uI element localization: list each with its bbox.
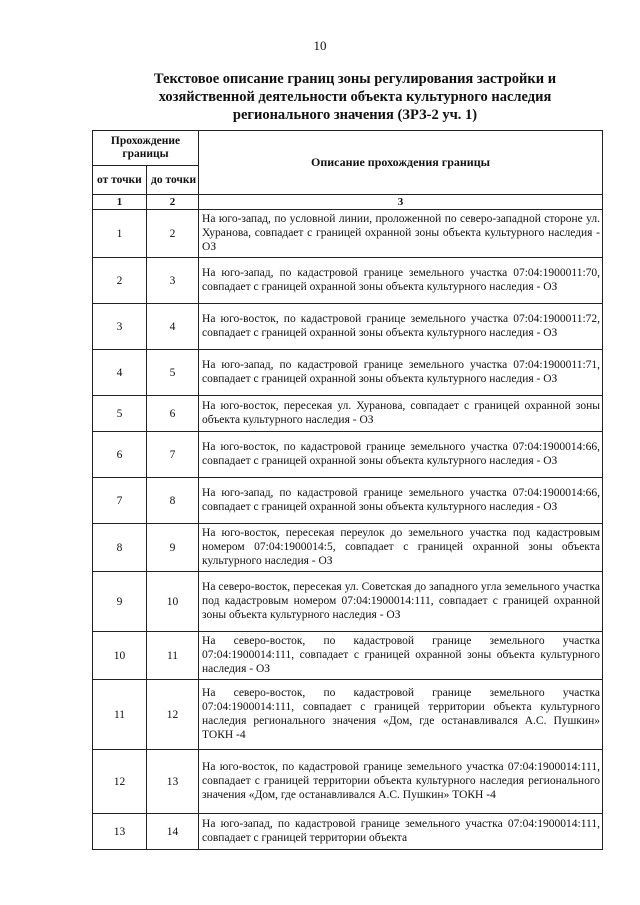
table-row bbox=[93, 396, 603, 432]
to-point-cell: 9 bbox=[147, 524, 199, 572]
table-row bbox=[93, 814, 603, 850]
column-number-2: 2 bbox=[147, 195, 199, 210]
from-point-cell: 3 bbox=[93, 304, 147, 350]
page-number: 10 bbox=[313, 38, 327, 53]
boundary-table bbox=[92, 130, 603, 850]
table-row bbox=[93, 572, 603, 632]
description-cell: На юго-восток, пересекая переулок до земельного участка под кадастровым номером 07:04:1900014:5, совпадает с границей охранной зоны объекта культурного наследия - ОЗ bbox=[199, 524, 603, 572]
description-cell: На юго-восток, по кадастровой границе земельного участка 07:04:1900014:111, совпадает с границей территории объекта культурного наследия регионального значения «Дом, где останавливался А.С. Пушкин» ТОКН -4 bbox=[199, 750, 603, 814]
description-cell: На юго-восток, по кадастровой границе земельного участка 07:04:1900014:66, совпадает с границей охранной зоны объекта культурного наследия - ОЗ bbox=[199, 432, 603, 478]
to-point-cell: 13 bbox=[147, 750, 199, 814]
description-cell: На северо-восток, пересекая ул. Советская до западного угла земельного участка под кадастровым номером 07:04:1900014:111, совпадает с границей охранной зоны объекта культурного наследия - ОЗ bbox=[199, 572, 603, 632]
to-point-cell: 11 bbox=[147, 632, 199, 680]
to-point-cell: 7 bbox=[147, 432, 199, 478]
from-point-cell: 10 bbox=[93, 632, 147, 680]
table-row bbox=[93, 478, 603, 524]
description-cell: На северо-восток, по кадастровой границе земельного участка 07:04:1900014:111, совпадает с границей охранной зоны объекта культурного наследия - ОЗ bbox=[199, 632, 603, 680]
header-to-point: до точки bbox=[147, 166, 199, 195]
from-point-cell: 8 bbox=[93, 524, 147, 572]
to-point-cell: 4 bbox=[147, 304, 199, 350]
description-cell: На северо-восток, по кадастровой границе земельного участка 07:04:1900014:111, совпадает с границей территории объекта культурного наследия регионального значения «Дом, где останавливался А.С. Пушкин» ТОКН -4 bbox=[199, 680, 603, 750]
from-point-cell: 6 bbox=[93, 432, 147, 478]
from-point-cell: 11 bbox=[93, 680, 147, 750]
column-number-3: 3 bbox=[199, 195, 603, 210]
from-point-cell: 7 bbox=[93, 478, 147, 524]
description-cell: На юго-запад, по условной линии, проложенной по северо-западной стороне ул. Хуранова, совпадает с границей охранной зоны объекта культурного наследия - ОЗ bbox=[199, 210, 603, 258]
table-row bbox=[93, 210, 603, 258]
from-point-cell: 4 bbox=[93, 350, 147, 396]
description-cell: На юго-запад, по кадастровой границе земельного участка 07:04:1900011:71, совпадает с границей охранной зоны объекта культурного наследия - ОЗ bbox=[199, 350, 603, 396]
to-point-cell: 2 bbox=[147, 210, 199, 258]
to-point-cell: 8 bbox=[147, 478, 199, 524]
table-row bbox=[93, 632, 603, 680]
column-number-1: 1 bbox=[93, 195, 147, 210]
header-boundary-passage: Прохождение границы bbox=[93, 131, 199, 166]
from-point-cell: 1 bbox=[93, 210, 147, 258]
from-point-cell: 9 bbox=[93, 572, 147, 632]
table-row bbox=[93, 258, 603, 304]
table-row bbox=[93, 750, 603, 814]
table-row bbox=[93, 432, 603, 478]
to-point-cell: 12 bbox=[147, 680, 199, 750]
table-row bbox=[93, 524, 603, 572]
description-cell: На юго-восток, пересекая ул. Хуранова, совпадает с границей охранной зоны объекта культурного наследия - ОЗ bbox=[199, 396, 603, 432]
from-point-cell: 13 bbox=[93, 814, 147, 850]
to-point-cell: 10 bbox=[147, 572, 199, 632]
header-boundary-description: Описание прохождения границы bbox=[199, 131, 603, 195]
description-cell: На юго-запад, по кадастровой границе земельного участка 07:04:1900011:70, совпадает с границей охранной зоны объекта культурного наследия - ОЗ bbox=[199, 258, 603, 304]
to-point-cell: 14 bbox=[147, 814, 199, 850]
description-cell: На юго-восток, по кадастровой границе земельного участка 07:04:1900011:72, совпадает с границей охранной зоны объекта культурного наследия - ОЗ bbox=[199, 304, 603, 350]
document-title: Текстовое описание границ зоны регулирования застройки и хозяйственной деятельности объекта культурного наследия регионального значения (ЗРЗ-2 уч. 1) bbox=[153, 71, 557, 123]
header-from-point: от точки bbox=[93, 166, 147, 195]
table-row bbox=[93, 350, 603, 396]
from-point-cell: 2 bbox=[93, 258, 147, 304]
description-cell: На юго-запад, по кадастровой границе земельного участка 07:04:1900014:66, совпадает с границей охранной зоны объекта культурного наследия - ОЗ bbox=[199, 478, 603, 524]
from-point-cell: 12 bbox=[93, 750, 147, 814]
to-point-cell: 3 bbox=[147, 258, 199, 304]
description-cell: На юго-запад, по кадастровой границе земельного участка 07:04:1900014:111, совпадает с границей территории объекта bbox=[199, 814, 603, 850]
from-point-cell: 5 bbox=[93, 396, 147, 432]
to-point-cell: 5 bbox=[147, 350, 199, 396]
table-row bbox=[93, 304, 603, 350]
to-point-cell: 6 bbox=[147, 396, 199, 432]
table-row bbox=[93, 680, 603, 750]
